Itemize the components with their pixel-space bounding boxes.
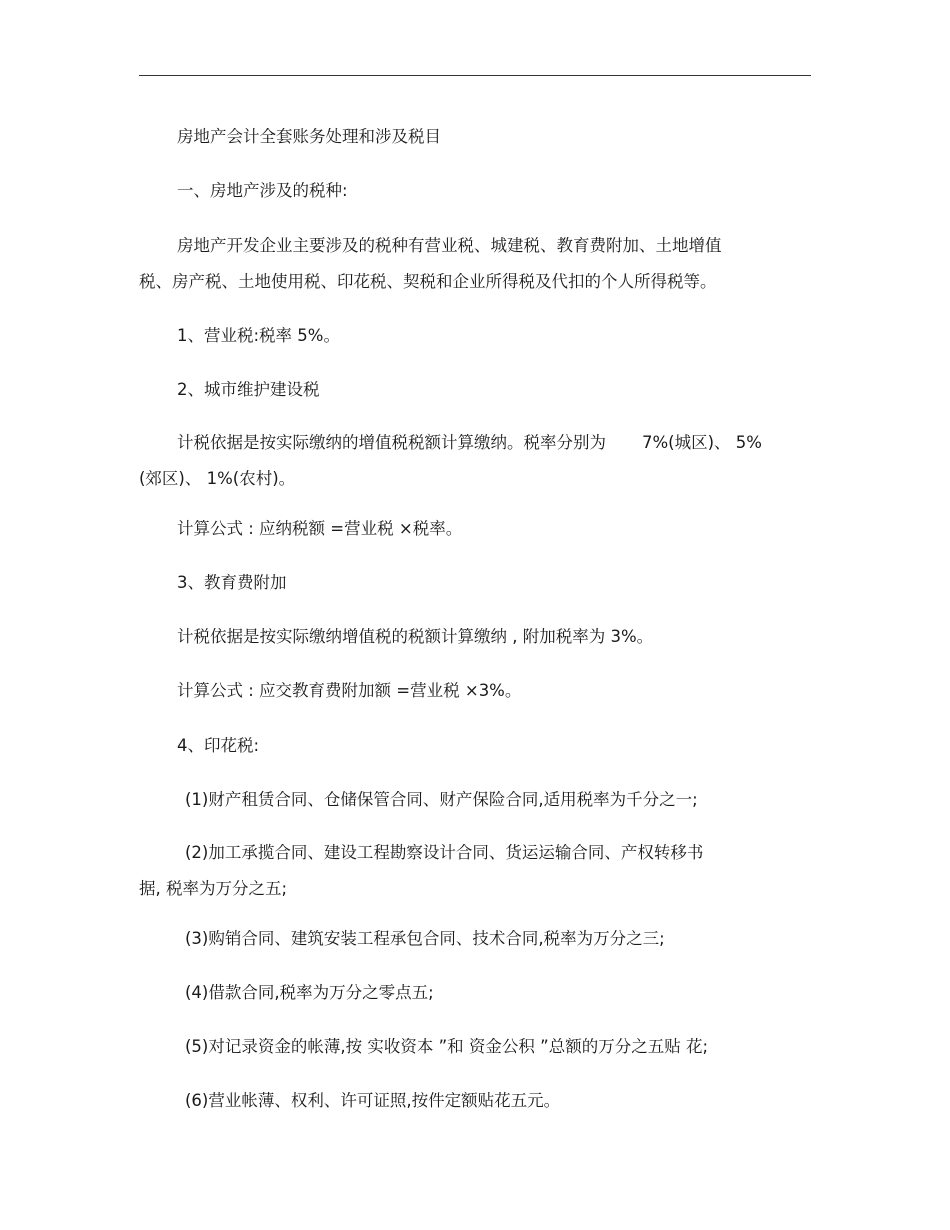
- stamp-duty-item-1: (1)财产租赁合同、仓储保管合同、财产保险合同,适用税率为千分之一;: [185, 790, 698, 809]
- item-urban-construction-tax-heading: 2、城市维护建设税: [177, 380, 320, 399]
- item-stamp-duty-heading: 4、印花税:: [177, 736, 260, 755]
- urban-tax-rates-text: 7%(城区)、 5%: [642, 433, 762, 452]
- urban-tax-basis-line-1: [139, 425, 811, 461]
- intro-line-1: 房地产开发企业主要涉及的税种有营业税、城建税、教育费附加、土地增值: [177, 236, 722, 255]
- urban-tax-basis-paragraph: [139, 425, 811, 497]
- stamp-duty-item-4: (4)借款合同,税率为万分之零点五;: [185, 983, 434, 1002]
- stamp-duty-item-2: [139, 835, 811, 907]
- urban-tax-formula: 计算公式 : 应纳税额 =营业税 ×税率。: [177, 519, 463, 538]
- stamp-duty-item-2-line-1: (2)加工承揽合同、建设工程勘察设计合同、货运运输合同、产权转移书: [185, 843, 704, 862]
- intro-paragraph: [139, 228, 811, 300]
- stamp-duty-item-2-line-2: 据, 税率为万分之五;: [139, 879, 288, 898]
- item-business-tax: 1、营业税:税率 5%。: [177, 326, 340, 345]
- education-surcharge-basis: 计税依据是按实际缴纳增值税的税额计算缴纳 , 附加税率为 3%。: [177, 627, 654, 646]
- header-rule: [139, 75, 811, 76]
- document-title: 房地产会计全套账务处理和涉及税目: [177, 127, 441, 146]
- urban-tax-basis-text: 计税依据是按实际缴纳的增值税税额计算缴纳。税率分别为: [177, 433, 606, 452]
- item-education-surcharge-heading: 3、教育费附加: [177, 573, 287, 592]
- stamp-duty-item-3: (3)购销合同、建筑安装工程承包合同、技术合同,税率为万分之三;: [185, 929, 665, 948]
- intro-line-2: 税、房产税、土地使用税、印花税、契税和企业所得税及代扣的个人所得税等。: [139, 272, 717, 291]
- urban-tax-basis-line-2: (郊区)、 1%(农村)。: [139, 469, 296, 488]
- stamp-duty-item-6: (6)营业帐薄、权利、许可证照,按件定额贴花五元。: [185, 1091, 561, 1110]
- section-heading-tax-types: 一、房地产涉及的税种:: [177, 181, 348, 200]
- education-surcharge-formula: 计算公式 : 应交教育费附加额 =营业税 ×3%。: [177, 681, 522, 700]
- stamp-duty-item-5: (5)对记录资金的帐薄,按 实收资本 ”和 资金公积 ”总额的万分之五贴 花;: [185, 1037, 708, 1056]
